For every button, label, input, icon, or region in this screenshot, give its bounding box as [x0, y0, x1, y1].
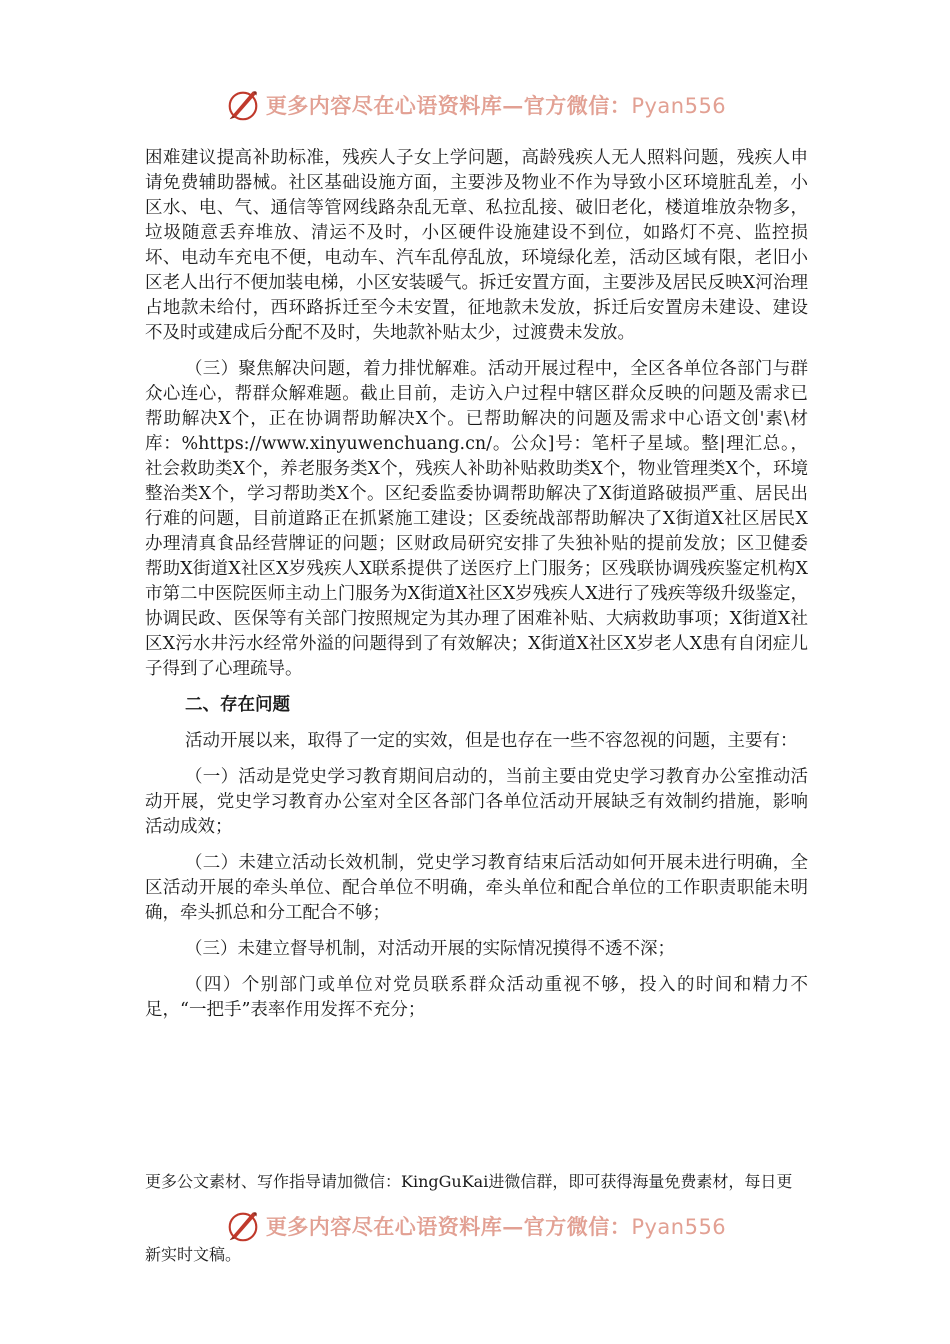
watermark-text: 更多内容尽在心语资料库—官方微信：Pyan556: [265, 93, 727, 118]
paragraph-residents-issues: 困难建议提高补助标准，残疾人子女上学问题，高龄残疾人无人照料问题，残疾人申请免费辅助器械。社区基础设施方面，主要涉及物业不作为导致小区环境脏乱差，小区水、电、气、通信等管网线路杂乱无章、私拉乱接、破旧老化，楼道堆放杂物多，垃圾随意丢弃堆放、清运不及时，小区硬件设施建设不到位，如路灯不亮、监控损坏、电动车充电不便，电动车、汽车乱停乱放，环境绿化差，活动区域有限，老旧小区老人出行不便加装电梯，小区安装暖气。拆迁安置方面，主要涉及居民反映X河治理占地款未给付，西环路拆迁至今未安置，征地款未发放，拆迁后安置房未建设、建设不及时或建成后分配不及时，失地款补贴太少，过渡费未发放。: [145, 148, 808, 343]
quill-pen-logo-icon: [224, 1207, 262, 1245]
footer-promo-line-1: 更多公文素材、写作指导请加微信：KingGuKai进微信群，即可获得海量免费素材，每日更: [145, 1172, 793, 1191]
watermark-text: 更多内容尽在心语资料库—官方微信：Pyan556: [265, 1214, 727, 1239]
paragraph-solving-problems: （三）聚焦解决问题，着力排忧解难。活动开展过程中，全区各单位各部门与群众心连心，帮群众解难题。截止目前，走访入户过程中辖区群众反映的问题及需求已帮助解决X个，正在协调帮助解决X个。已帮助解决的问题及需求中心语文创'素\材库：%https://www.xinyuwenchuang.cn/。公众]号：笔杆子星域。整|理汇总。，社会救助类X个，养老服务类X个，残疾人补助补贴救助类X个，物业管理类X个，环境整治类X个，学习帮助类X个。区纪委监委协调帮助解决了X街道路破损严重、居民出行难的问题，目前道路正在抓紧施工建设；区委统战部帮助解决了X街道X社区居民X办理清真食品经营牌证的问题；区财政局研究安排了失独补贴的提前发放；区卫健委帮助X街道X社区X岁残疾人X联系提供了送医疗上门服务；区残联协调残疾鉴定机构X市第二中医院医师主动上门服务为X街道X社区X岁残疾人X进行了残疾等级升级鉴定，协调民政、医保等有关部门按照规定为其办理了困难补贴、大病救助事项；X街道X社区X污水井污水经常外溢的问题得到了有效解决；X街道X社区X岁老人X患有自闭症儿子得到了心理疏导。: [145, 359, 808, 679]
paragraph-problems-intro: 活动开展以来，取得了一定的实效，但是也存在一些不容忽视的问题，主要有：: [185, 731, 798, 751]
paragraph-problem-4: （四）个别部门或单位对党员联系群众活动重视不够，投入的时间和精力不足，“一把手”表率作用发挥不充分；: [145, 975, 808, 1020]
document-body: [145, 146, 808, 1023]
section-heading-existing-problems: 二、存在问题: [185, 695, 290, 715]
quill-pen-logo-icon: [224, 86, 262, 124]
watermark-banner-top: [0, 82, 950, 128]
paragraph-problem-2: （二）未建立活动长效机制，党史学习教育结束后活动如何开展未进行明确，全区活动开展的牵头单位、配合单位不明确，牵头单位和配合单位的工作职责职能未明确，牵头抓总和分工配合不够；: [145, 853, 808, 923]
paragraph-problem-1: （一）活动是党史学习教育期间启动的，当前主要由党史学习教育办公室推动活动开展，党史学习教育办公室对全区各部门各单位活动开展缺乏有效制约措施，影响活动成效；: [145, 767, 808, 837]
footer-promo-line-2: 新实时文稿。: [145, 1245, 242, 1264]
paragraph-problem-3: （三）未建立督导机制，对活动开展的实际情况摸得不透不深；: [185, 939, 675, 959]
